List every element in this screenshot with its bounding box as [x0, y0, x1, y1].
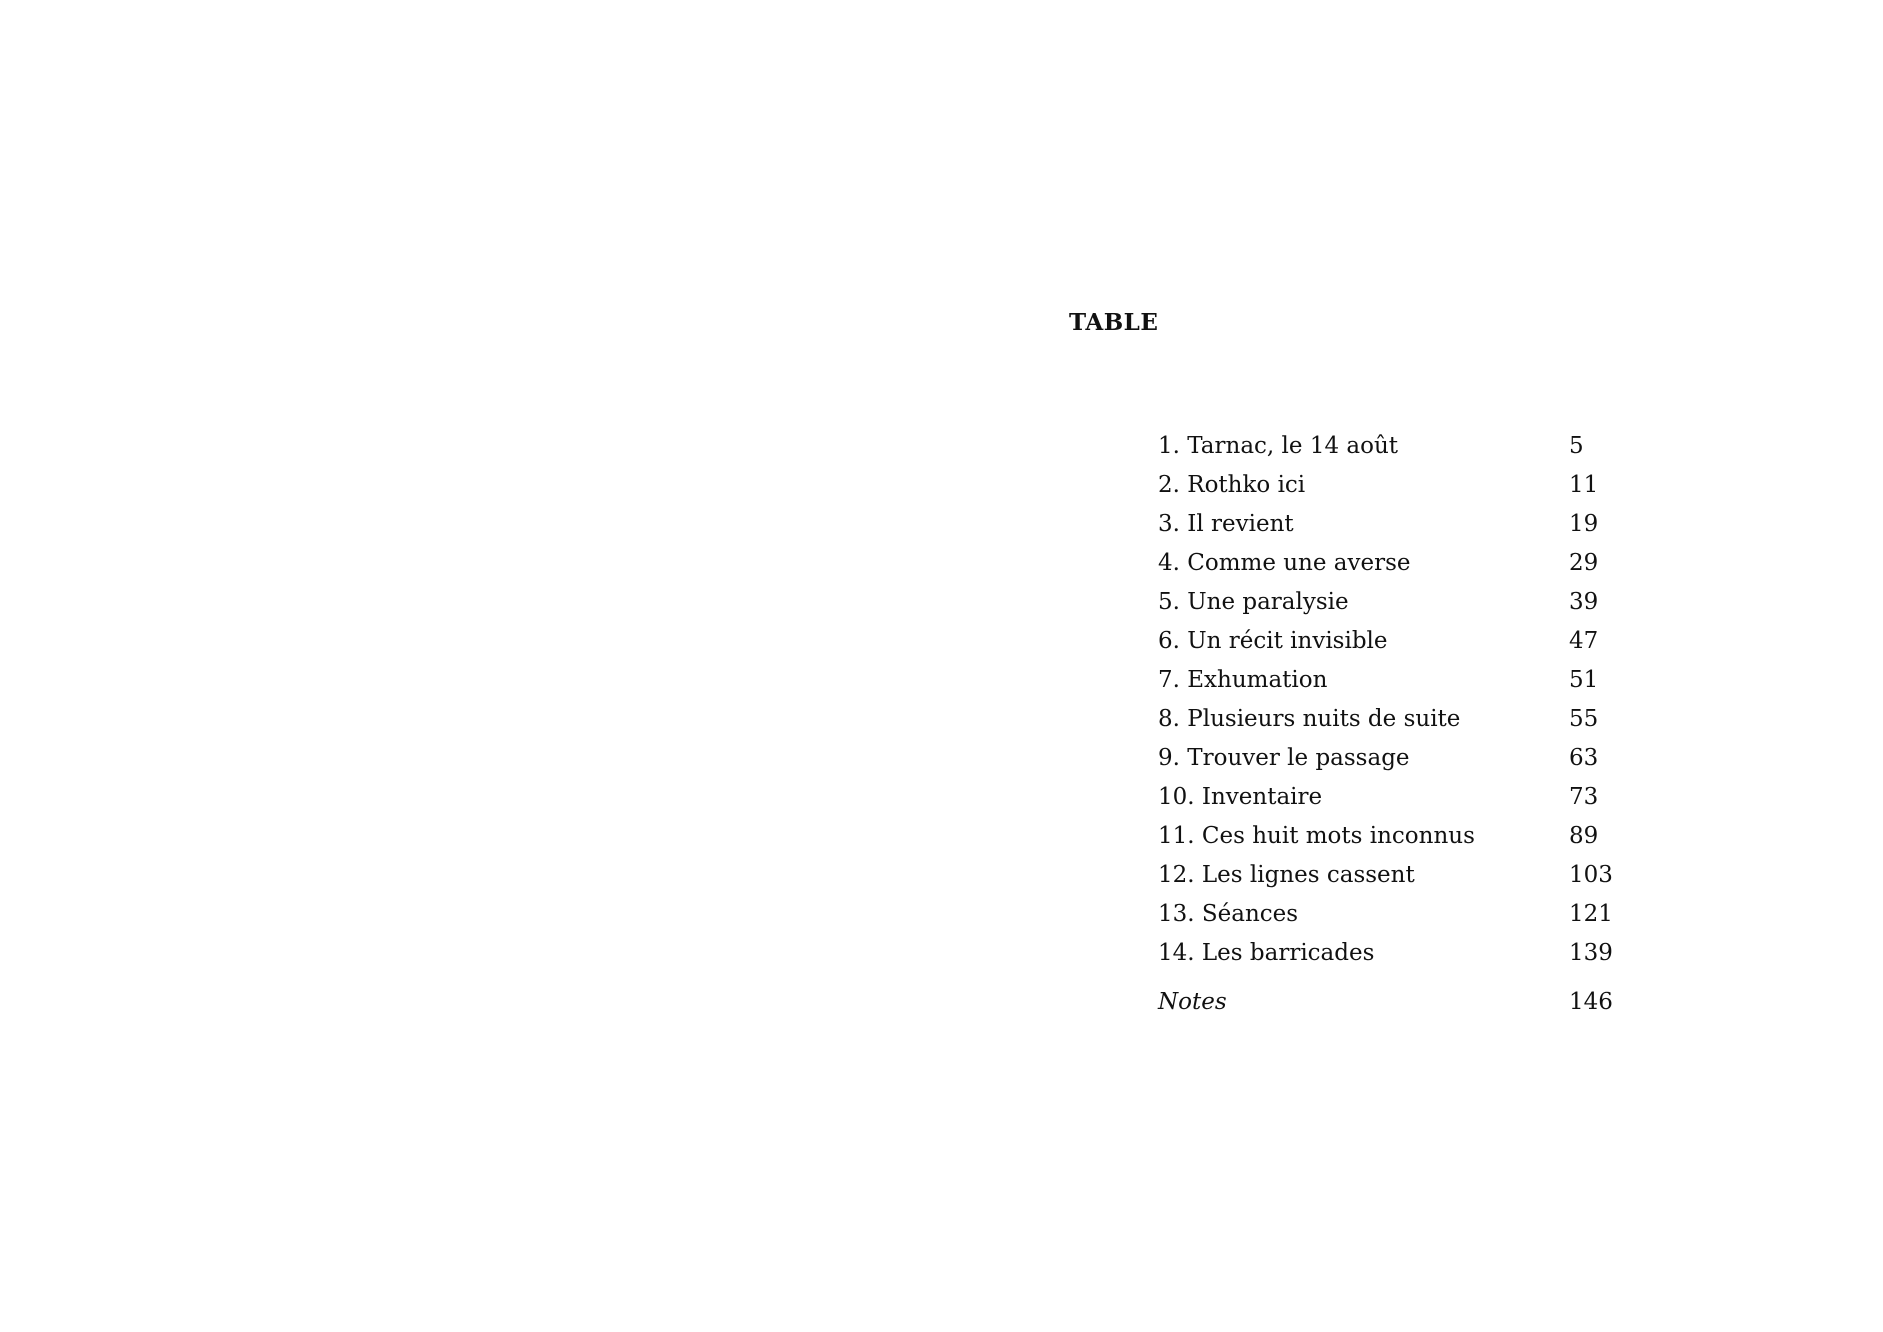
- toc-entry-title: 3. Il revient: [1158, 510, 1294, 537]
- toc-entry-page: 29: [1569, 549, 1599, 576]
- toc-entry-title: 4. Comme une averse: [1158, 549, 1411, 576]
- toc-entry-title: 8. Plusieurs nuits de suite: [1158, 705, 1461, 732]
- toc-entry-page: 5: [1569, 432, 1584, 459]
- toc-list: [1158, 426, 1618, 1021]
- toc-entry: [1158, 504, 1618, 543]
- toc-entry-title: 1. Tarnac, le 14 août: [1158, 432, 1399, 459]
- toc-entry-page: 103: [1569, 861, 1613, 888]
- toc-entry: [1158, 582, 1618, 621]
- toc-entry: [1158, 816, 1618, 855]
- toc-entry-page: 121: [1569, 900, 1613, 927]
- toc-entry-title: 5. Une paralysie: [1158, 588, 1349, 615]
- toc-notes-page: 146: [1569, 988, 1613, 1015]
- toc-entry: [1158, 699, 1618, 738]
- toc-entry-page: 139: [1569, 939, 1613, 966]
- toc-entry-title: 9. Trouver le passage: [1158, 744, 1410, 771]
- toc-entry: [1158, 777, 1618, 816]
- toc-notes-entry: [1158, 982, 1618, 1021]
- toc-entry: [1158, 660, 1618, 699]
- toc-entry-page: 11: [1569, 471, 1599, 498]
- toc-entry-page: 19: [1569, 510, 1599, 537]
- toc-entry-page: 51: [1569, 666, 1599, 693]
- toc-heading: TABLE: [1069, 309, 1159, 336]
- toc-entry-page: 39: [1569, 588, 1599, 615]
- toc-entry-page: 55: [1569, 705, 1599, 732]
- toc-entry-title: 12. Les lignes cassent: [1158, 861, 1415, 888]
- toc-entry-title: 7. Exhumation: [1158, 666, 1328, 693]
- toc-entry: [1158, 426, 1618, 465]
- toc-entry-page: 63: [1569, 744, 1599, 771]
- toc-entry-page: 73: [1569, 783, 1599, 810]
- toc-entry-title: 6. Un récit invisible: [1158, 627, 1388, 654]
- toc-entry-title: 11. Ces huit mots inconnus: [1158, 822, 1475, 849]
- toc-entry-title: 10. Inventaire: [1158, 783, 1323, 810]
- toc-entry: [1158, 465, 1618, 504]
- toc-entry: [1158, 543, 1618, 582]
- toc-entry-page: 47: [1569, 627, 1599, 654]
- toc-entry: [1158, 855, 1618, 894]
- toc-entry: [1158, 933, 1618, 972]
- toc-entry: [1158, 738, 1618, 777]
- toc-entry: [1158, 894, 1618, 933]
- toc-entry-title: 14. Les barricades: [1158, 939, 1375, 966]
- toc-entry-title: 13. Séances: [1158, 900, 1299, 927]
- toc-entry-title: 2. Rothko ici: [1158, 471, 1306, 498]
- toc-entry: [1158, 621, 1618, 660]
- toc-notes-title: Notes: [1158, 988, 1227, 1015]
- toc-entry-page: 89: [1569, 822, 1599, 849]
